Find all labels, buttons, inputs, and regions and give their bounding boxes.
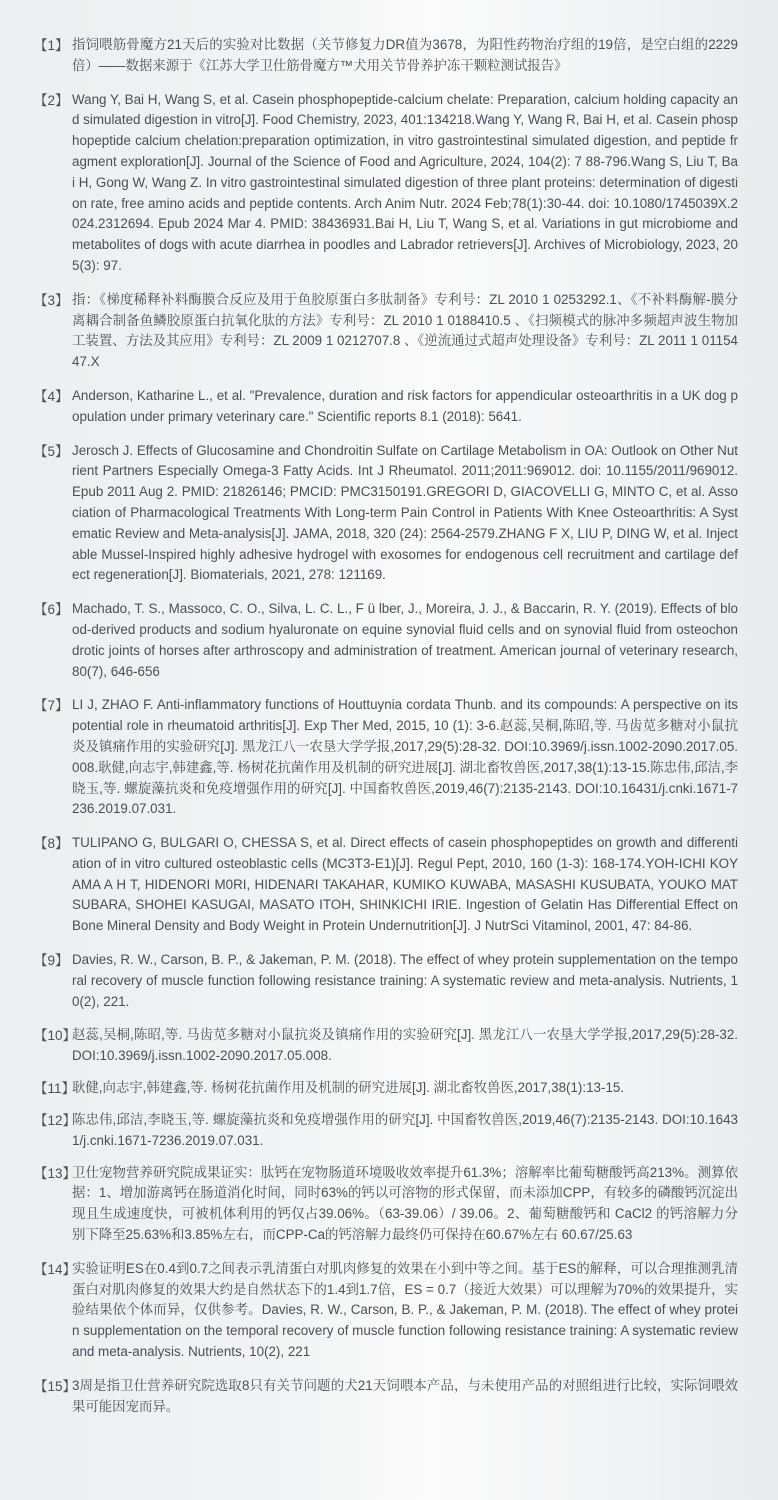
reference-number: 【11】 <box>34 1081 76 1097</box>
reference-item-9 <box>34 950 738 1012</box>
reference-text: Wang Y, Bai H, Wang S, et al. Casein phosphopeptide-calcium chelate: Preparation, calcium holding capacity and simulated digestion in vitro[J]. Food Chemistry, 2023, 401:134218.Wang Y, Wang R, Bai H, et al. Casein phosphopeptide calcium chelation:preparation optimization, in vitro gastrointestinal simulated digestion, and peptide fragment exploration[J]. Journal of the Science of Food and Agriculture, 2024, 104(2): 7 88-796.Wang S, Liu T, Bai H, Gong W, Wang Z. In vitro gastrointestinal simulated digestion of three plant proteins: determination of digestion rate, free amino acids and peptide contents. Arch Anim Nutr. 2024 Feb;78(1):30-44. doi: 10.1080/1745039X.2024.2312694. Epub 2024 Mar 4. PMID: 38436931.Bai H, Liu T, Wang S, et al. Variations in gut microbiome and metabolites of dogs with acute diarrhea in poodles and Labrador retrievers[J]. Archives of Microbiology, 2023, 205(3): 97. <box>72 91 738 273</box>
reference-item-12 <box>34 1110 738 1152</box>
reference-number: 【2】 <box>34 92 69 108</box>
reference-text: Anderson, Katharine L., et al. "Prevalence, duration and risk factors for appendicular osteoarthritis in a UK dog population under primary veterinary care." Scientific reports 8.1 (2018): 5641. <box>72 387 738 424</box>
reference-text: LI J, ZHAO F. Anti-inflammatory functions of Houttuynia cordata Thunb. and its compounds: A perspective on its potential role in rheumatoid arthritis[J]. Exp Ther Med, 2015, 10 (1): 3-6.赵蕊,吴桐,陈昭,等. 马齿苋多糖对小鼠抗炎及镇痛作用的实验研究[J]. 黑龙江八一农垦大学学报,2017,29(5):28-32. DOI:10.3969/j.issn.1002-2090.2017.05.008.耿健,向志宇,韩建鑫,等. 杨树花抗菌作用及机制的研究进展[J]. 湖北畜牧兽医,2017,38(1):13-15.陈忠伟,邱洁,李晓玉,等. 螺旋藻抗炎和免疫增强作用的研究[J]. 中国畜牧兽医,2019,46(7):2135-2143. DOI:10.16431/j.cnki.1671-7236.2019.07.031. <box>72 697 738 817</box>
reference-item-13 <box>34 1163 738 1246</box>
reference-item-14 <box>34 1259 738 1363</box>
reference-item-11 <box>34 1078 738 1099</box>
reference-text: 指：《梯度稀释补料酶膜合反应及用于鱼胶原蛋白多肽制备》专利号：ZL 2010 1 0253292.1、《不补料酶解-膜分离耦合制备鱼鳞胶原蛋白抗氧化肽的方法》专利号：ZL 2010 1 0188410.5 、《扫频模式的脉冲多频超声波生物加工装置、方法及其应用》专利号：ZL 2009 1 0212707.8 、《逆流通过式超声处理设备》专利号：ZL 2011 1 0115447.X <box>72 291 738 370</box>
reference-text: 指饲喂筋骨魔方21天后的实验对比数据（关节修复力DR值为3678，为阳性药物治疗组的19倍，是空白组的2229倍）——数据来源于《江苏大学卫仕筋骨魔方™犬用关节骨养护冻干颗粒测试报告》 <box>72 37 738 73</box>
reference-text: Jerosch J. Effects of Glucosamine and Chondroitin Sulfate on Cartilage Metabolism in OA: Outlook on Other Nutrient Partners Especially Omega-3 Fatty Acids. Int J Rheumatol. 2011;2011:969012. doi: 10.1155/2011/969012. Epub 2011 Aug 2. PMID: 21826146; PMCID: PMC3150191.GREGORI D, GIACOVELLI G, MINTO C, et al. Association of Pharmacological Treatments With Long-term Pain Control in Patients With Knee Osteoarthritis: A Systematic Review and Meta-analysis[J]. JAMA, 2018, 320 (24): 2564-2579.ZHANG F X, LIU P, DING W, et al. Injectable Mussel-Inspired highly adhesive hydrogel with exosomes for endogenous cell recruitment and cartilage defect regeneration[J]. Biomaterials, 2021, 278: 121169. <box>72 442 738 583</box>
reference-number: 【1】 <box>34 38 69 53</box>
reference-item-6 <box>34 599 738 682</box>
reference-item-7 <box>34 695 738 820</box>
reference-number: 【13】 <box>34 1165 77 1181</box>
reference-text: 卫仕宠物营养研究院成果证实：肽钙在宠物肠道环境吸收效率提升61.3%；溶解率比葡萄糖酸钙高213%。测算依据：1、增加游离钙在肠道消化时间，同时63%的钙以可溶物的形式保留，而未添加CPP，有较多的磷酸钙沉淀出现且生成速度快，可被机体利用的钙仅占39.06%。（63-39.06）/ 39.06。2、葡萄糖酸钙和 CaCl2 的钙溶解力分别下降至25.63%和3.85%左右，而CPP-Ca的钙溶解力最终仍可保持在60.67%左右 60.67/25.63 <box>72 1164 738 1243</box>
reference-number: 【6】 <box>34 602 69 618</box>
reference-item-3 <box>34 290 738 373</box>
reference-item-4 <box>34 386 738 428</box>
reference-number: 【14】 <box>34 1261 77 1277</box>
reference-text: Davies, R. W., Carson, B. P., & Jakeman, P. M. (2018). The effect of whey protein supplementation on the temporal recovery of muscle function following resistance training: A systematic review and meta-analysis. Nutrients, 10(2), 221. <box>72 952 738 1009</box>
reference-text: TULIPANO G, BULGARI O, CHESSA S, et al. Direct effects of casein phosphopeptides on growth and differentiation of in vitro cultured osteoblastic cells (MC3T3-E1)[J]. Regul Pept, 2010, 160 (1-3): 168-174.YOH-ICHI KOYAMA A H T, HIDENORI M0RI, HIDENARI TAKAHAR, KUMIKO KUWABA, MASASHI KUSUBATA, YOUKO MATSUBARA, SHOHEI KASUGAI, MASATO ITOH, SHINKICHI IRIE. Ingestion of Gelatin Has Differential Effect on Bone Mineral Density and Body Weight in Protein Undernutrition[J]. J NutrSci Vitaminol, 2001, 47: 84-86. <box>72 835 738 934</box>
reference-number: 【9】 <box>34 953 69 969</box>
reference-text: Machado, T. S., Massoco, C. O., Silva, L. C. L., F ü lber, J., Moreira, J. J., & Baccarin, R. Y. (2019). Effects of blood-derived products and sodium hyaluronate on equine synovial fluid cells and on synovial fluid from osteochondrotic joints of horses after arthroscopy and administration of treatment. American journal of veterinary research, 80(7), 646-656 <box>72 601 738 679</box>
reference-number: 【5】 <box>34 443 69 459</box>
reference-text: 实验证明ES在0.4到0.7之间表示乳清蛋白对肌肉修复的效果在小到中等之间。基于ES的解释，可以合理推测乳清蛋白对肌肉修复的效果大约是自然状态下的1.4到1.7倍，ES = 0.7（接近大效果）可以理解为70%的效果提升，实验结果依个体而异，仅供参考。Davies, R. W., Carson, B. P., & Jakeman, P. M. (2018). The effect of whey protein supplementation on the temporal recovery of muscle function following resistance training: A systematic review and meta-analysis. Nutrients, 10(2), 221 <box>72 1260 738 1360</box>
reference-item-10 <box>34 1025 738 1067</box>
reference-item-5 <box>34 441 738 587</box>
reference-item-15 <box>34 1376 738 1418</box>
reference-number: 【4】 <box>34 388 69 404</box>
reference-number: 【3】 <box>34 292 69 308</box>
reference-text: 赵蕊,吴桐,陈昭,等. 马齿苋多糖对小鼠抗炎及镇痛作用的实验研究[J]. 黑龙江八一农垦大学学报,2017,29(5):28-32. DOI:10.3969/j.issn.1002-2090.2017.05.008. <box>72 1027 738 1064</box>
reference-text: 3周是指卫仕营养研究院选取8只有关节问题的犬21天饲喂本产品，与未使用产品的对照组进行比较，实际饲喂效果可能因宠而异。 <box>72 1377 738 1414</box>
reference-item-1 <box>34 35 738 77</box>
reference-item-2 <box>34 90 738 277</box>
reference-number: 【15】 <box>34 1378 77 1394</box>
reference-number: 【7】 <box>34 698 69 714</box>
reference-text: 耿健,向志宇,韩建鑫,等. 杨树花抗菌作用及机制的研究进展[J]. 湖北畜牧兽医,2017,38(1):13-15. <box>72 1080 625 1096</box>
reference-item-8 <box>34 833 738 937</box>
reference-text: 陈忠伟,邱洁,李晓玉,等. 螺旋藻抗炎和免疫增强作用的研究[J]. 中国畜牧兽医,2019,46(7):2135-2143. DOI:10.16431/j.cnki.1671-7236.2019.07.031. <box>72 1112 738 1148</box>
reference-number: 【10】 <box>34 1028 77 1044</box>
reference-number: 【8】 <box>34 836 69 852</box>
reference-number: 【12】 <box>34 1113 77 1129</box>
